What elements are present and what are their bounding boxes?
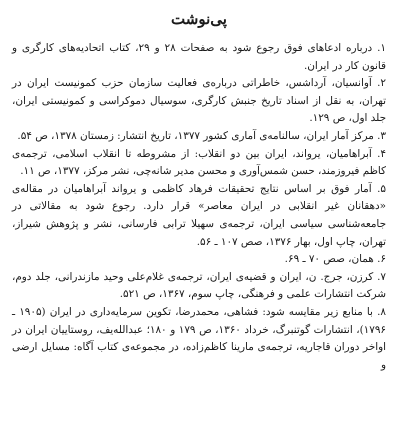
endnote-text: همان، صص ۷۰ ـ ۶۹.: [284, 253, 374, 266]
endnote-number: ۳.: [377, 129, 386, 142]
endnote-text: درباره ادعاهای فوق رجوع شود به صفحات ۲۸ و ۲۹، کتاب اتحادیه‌های کارگری و قانون کار در ایران.: [12, 42, 386, 72]
endnote: [12, 128, 386, 146]
page-heading: پی‌نوشت: [171, 10, 227, 28]
endnote-number: ۴.: [377, 147, 386, 160]
endnote-number: ۸.: [377, 305, 386, 318]
endnote-text: آمار فوق بر اساس نتایج تحقیقات فرهاد کاظمی و یرواند آبراهامیان در مقاله‌ی «دهقانان غیر انقلابی در ایران معاصر» قرار دارد. رجوع شود به مقالاتی در جامعه‌شناسی سیاسی ایران، ترجمه‌ی سهیلا ترابی فارسانی، نشر و پژوهش شیراز، تهران، چاپ اول، بهار ۱۳۷۶، صص ۱۰۷ ـ ۵۶.: [12, 182, 386, 248]
endnote: [12, 146, 386, 181]
endnote-text: مرکز آمار ایران، سالنامه‌ی آماری کشور ۱۳۷۷، تاریخ انتشار: زمستان ۱۳۷۸، ص ۵۴.: [17, 129, 374, 142]
endnote-number: ۱.: [377, 42, 387, 54]
endnote-text: آوانسیان، آرداشس، خاطراتی درباره‌ی فعالیت سازمان حزب کمونیست ایران در تهران، به نقل از اسناد تاریخ جنبش کارگری، سوسیال دموکراسی و کمونیستی ایران، جلد اول، ص ۱۲۹.: [12, 77, 386, 125]
endnote-text: کرزن، جرج. ن، ایران و قضیه‌ی ایران، ترجمه‌ی غلام‌علی وحید مازندرانی، جلد دوم، شرکت انتشارات علمی و فرهنگی، چاپ سوم، ۱۳۶۷، ص ۵۲۱.: [12, 270, 386, 301]
endnote-text: با منابع زیر مقایسه شود: فشاهی، محمدرضا، تکوین سرمایه‌داری در ایران (۱۹۰۵ ـ ۱۷۹۶)، انتشارات گوتنبرگ، خرداد ۱۳۶۰، ص ۱۷۹ و ۱۸۰؛ عبدالله‌یف، روستاییان ایران در اواخر دوران قاجاریه، ترجمه‌ی مارینا کاظم‌زاده، در مجموعه‌ی کتاب آگاه: مسایل ارضی و: [12, 305, 386, 371]
endnote-text: آبراهامیان، یرواند، ایران بین دو انقلاب: از مشروطه تا انقلاب اسلامی، ترجمه‌ی کاظم فیروزمند، حسن شمس‌آوری و محسن مدیر شانه‌چی، نشر مرکز، ۱۳۷۷، ص ۱۱.: [12, 147, 386, 178]
endnote: [12, 75, 386, 128]
endnote-number: ۶.: [377, 253, 386, 266]
endnote-number: ۲.: [377, 77, 386, 90]
endnote-number: ۷.: [377, 270, 386, 283]
endnote: [12, 251, 386, 269]
endnotes-list: [12, 40, 386, 374]
endnote-number: ۵.: [377, 182, 386, 195]
endnote: [12, 304, 386, 374]
endnote: [12, 181, 386, 251]
endnote: [12, 40, 386, 75]
endnote: [12, 269, 386, 304]
